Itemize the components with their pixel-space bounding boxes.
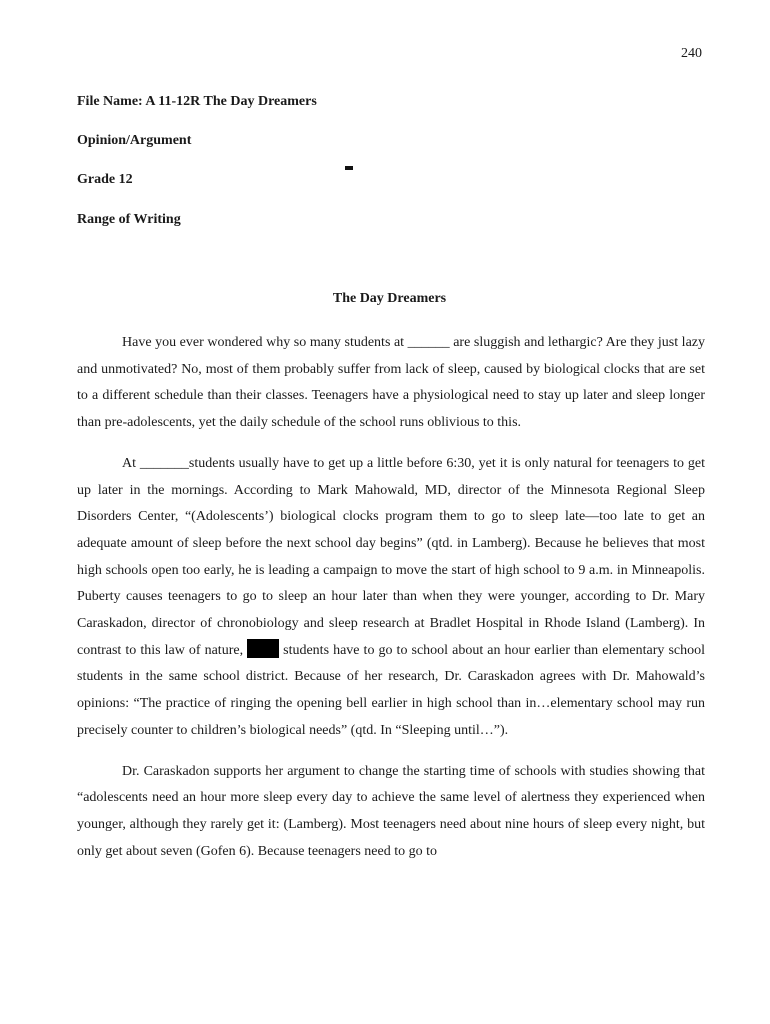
range-label: Range of Writing [77, 212, 181, 227]
paragraph-1: Have you ever wondered why so many students at ______ are sluggish and lethargic? Are they just lazy and unmotivated? No, most of them probably suffer from lack of sleep, caused by biological clocks that are set to a different schedule than their classes. Teenagers have a physiological need to stay up later and sleep longer than pre-adolescents, yet the daily schedule of the school runs oblivious to this. [77, 335, 705, 431]
paragraph-2-part-2: students have to go to school about an hour earlier than elementary school students in the same school district. Because of her research, Dr. Caraskadon agrees with Dr. Mahowald’s opinions: “The practice of ringing the opening bell earlier in high school than in…elementary school may run precisely counter to children’s biological needs” (qtd. In “Sleeping until…”). [77, 642, 706, 738]
paragraph-3: Dr. Caraskadon supports her argument to change the starting time of schools with studies showing that “adolescents need an hour more sleep every day to achieve the same level of alertness they experienced when younger, although they rarely get it: (Lamberg). Most teenagers need about nine hours of sleep every night, but only get about seven (Gofen 6). Because teenagers need to go to [77, 763, 705, 859]
paragraph-2 [77, 451, 705, 745]
stray-ink-mark [345, 166, 353, 170]
paragraph-2-part-1: At _______students usually have to get up a little before 6:30, yet it is only natural for teenagers to get up later in the mornings. According to Mark Mahowald, MD, director of the Minnesota Regional Sleep Disorders Center, “(Adolescents’) biological clocks program them to go to sleep late—too late to get an adequate amount of sleep before the next school day begins” (qtd. in Lamberg). Because he believes that most high schools open too early, he is leading a campaign to move the start of high school to 9 a.m. in Minneapolis. Puberty causes teenagers to go to sleep an hour later than when they were younger, according to Dr. Mary Caraskadon, director of chronobiology and sleep research at Bradlet Hospital in Rhode Island (Lamberg). In contrast to this law of nature, [77, 455, 705, 658]
writing-type-label: Opinion/Argument [77, 133, 192, 148]
page-number: 240 [681, 46, 702, 61]
file-name-label: File Name: A 11-12R The Day Dreamers [77, 94, 317, 109]
essay-title: The Day Dreamers [332, 291, 447, 306]
grade-label: Grade 12 [77, 172, 133, 187]
redaction-box [247, 639, 279, 658]
essay-body [77, 330, 705, 879]
